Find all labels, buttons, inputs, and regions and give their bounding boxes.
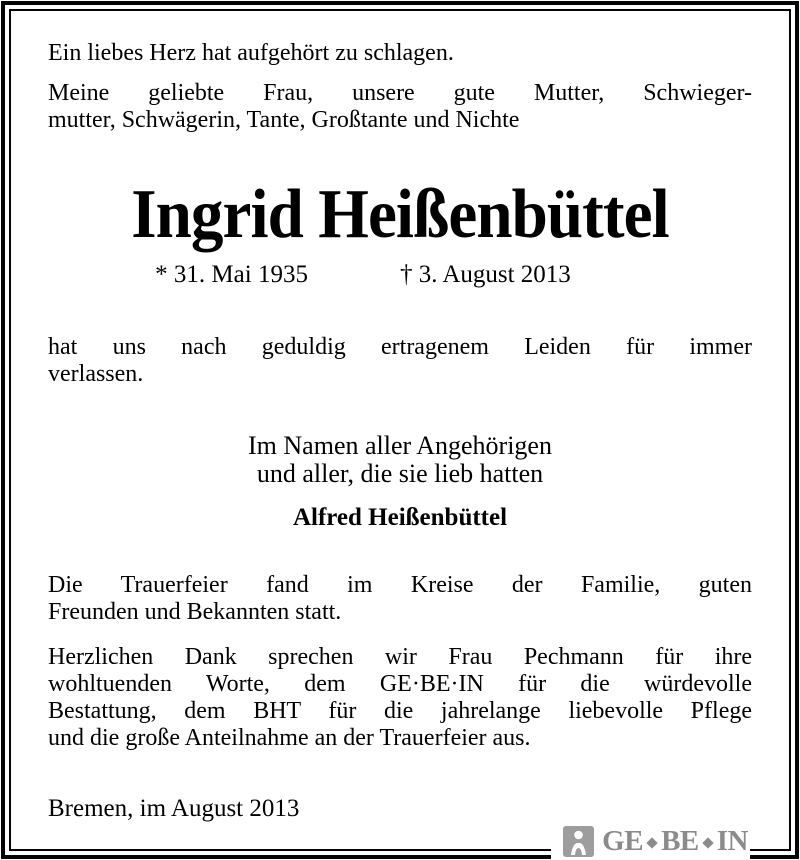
- diamond-separator-icon: [702, 837, 713, 848]
- diamond-separator-icon: [646, 837, 657, 848]
- intro-line-1: Meine geliebte Frau, unsere gute Mutter, Schwieger-: [48, 80, 752, 106]
- on-behalf-line-1: Im Namen aller Angehörigen: [248, 431, 552, 460]
- obituary-content: [12, 12, 788, 848]
- birth-date: * 31. Mai 1935: [155, 261, 308, 288]
- thanks-line-1: Herzlichen Dank sprechen wir Frau Pechmann für ihre: [48, 644, 752, 670]
- thanks-line-3: Bestattung, dem BHT für die jahrelange liebevolle Pflege: [48, 698, 752, 724]
- thanks-paragraph: [48, 644, 752, 752]
- deceased-name: Ingrid Heißenbüttel: [131, 176, 669, 253]
- farewell-paragraph: [48, 334, 752, 388]
- logo-part-ge: GE: [602, 825, 644, 857]
- funeral-line-1: Die Trauerfeier fand im Kreise der Familie, guten: [48, 572, 752, 598]
- logo-part-be: BE: [661, 825, 699, 857]
- on-behalf-line-2: und aller, die sie lieb hatten: [256, 459, 544, 488]
- mourner-name: Alfred Heißenbüttel: [292, 504, 508, 531]
- life-dates: [11, 260, 715, 290]
- logo-part-in: IN: [716, 825, 748, 857]
- gebein-logo: [551, 824, 750, 859]
- funeral-paragraph: [48, 572, 752, 626]
- gebein-logo-text: [602, 826, 748, 857]
- funeral-line-2: Freunden und Bekannten statt.: [48, 599, 342, 625]
- intro-paragraph: [48, 80, 752, 134]
- on-behalf-block: [48, 432, 752, 488]
- death-date: † 3. August 2013: [399, 261, 571, 288]
- thanks-line-4: und die große Anteilnahme an der Trauerfeier aus.: [48, 725, 531, 751]
- gebein-figure-icon: [563, 826, 594, 857]
- farewell-line-1: hat uns nach geduldig ertragenem Leiden für immer: [48, 334, 752, 360]
- opening-line: Ein liebes Herz hat aufgehört zu schlagen.: [48, 40, 454, 66]
- thanks-line-2: wohltuenden Worte, dem GE·BE·IN für die würdevolle: [48, 671, 752, 697]
- farewell-line-2: verlassen.: [48, 361, 144, 387]
- place-and-date: Bremen, im August 2013: [48, 795, 300, 822]
- intro-line-2: mutter, Schwägerin, Tante, Großtante und Nichte: [48, 107, 520, 133]
